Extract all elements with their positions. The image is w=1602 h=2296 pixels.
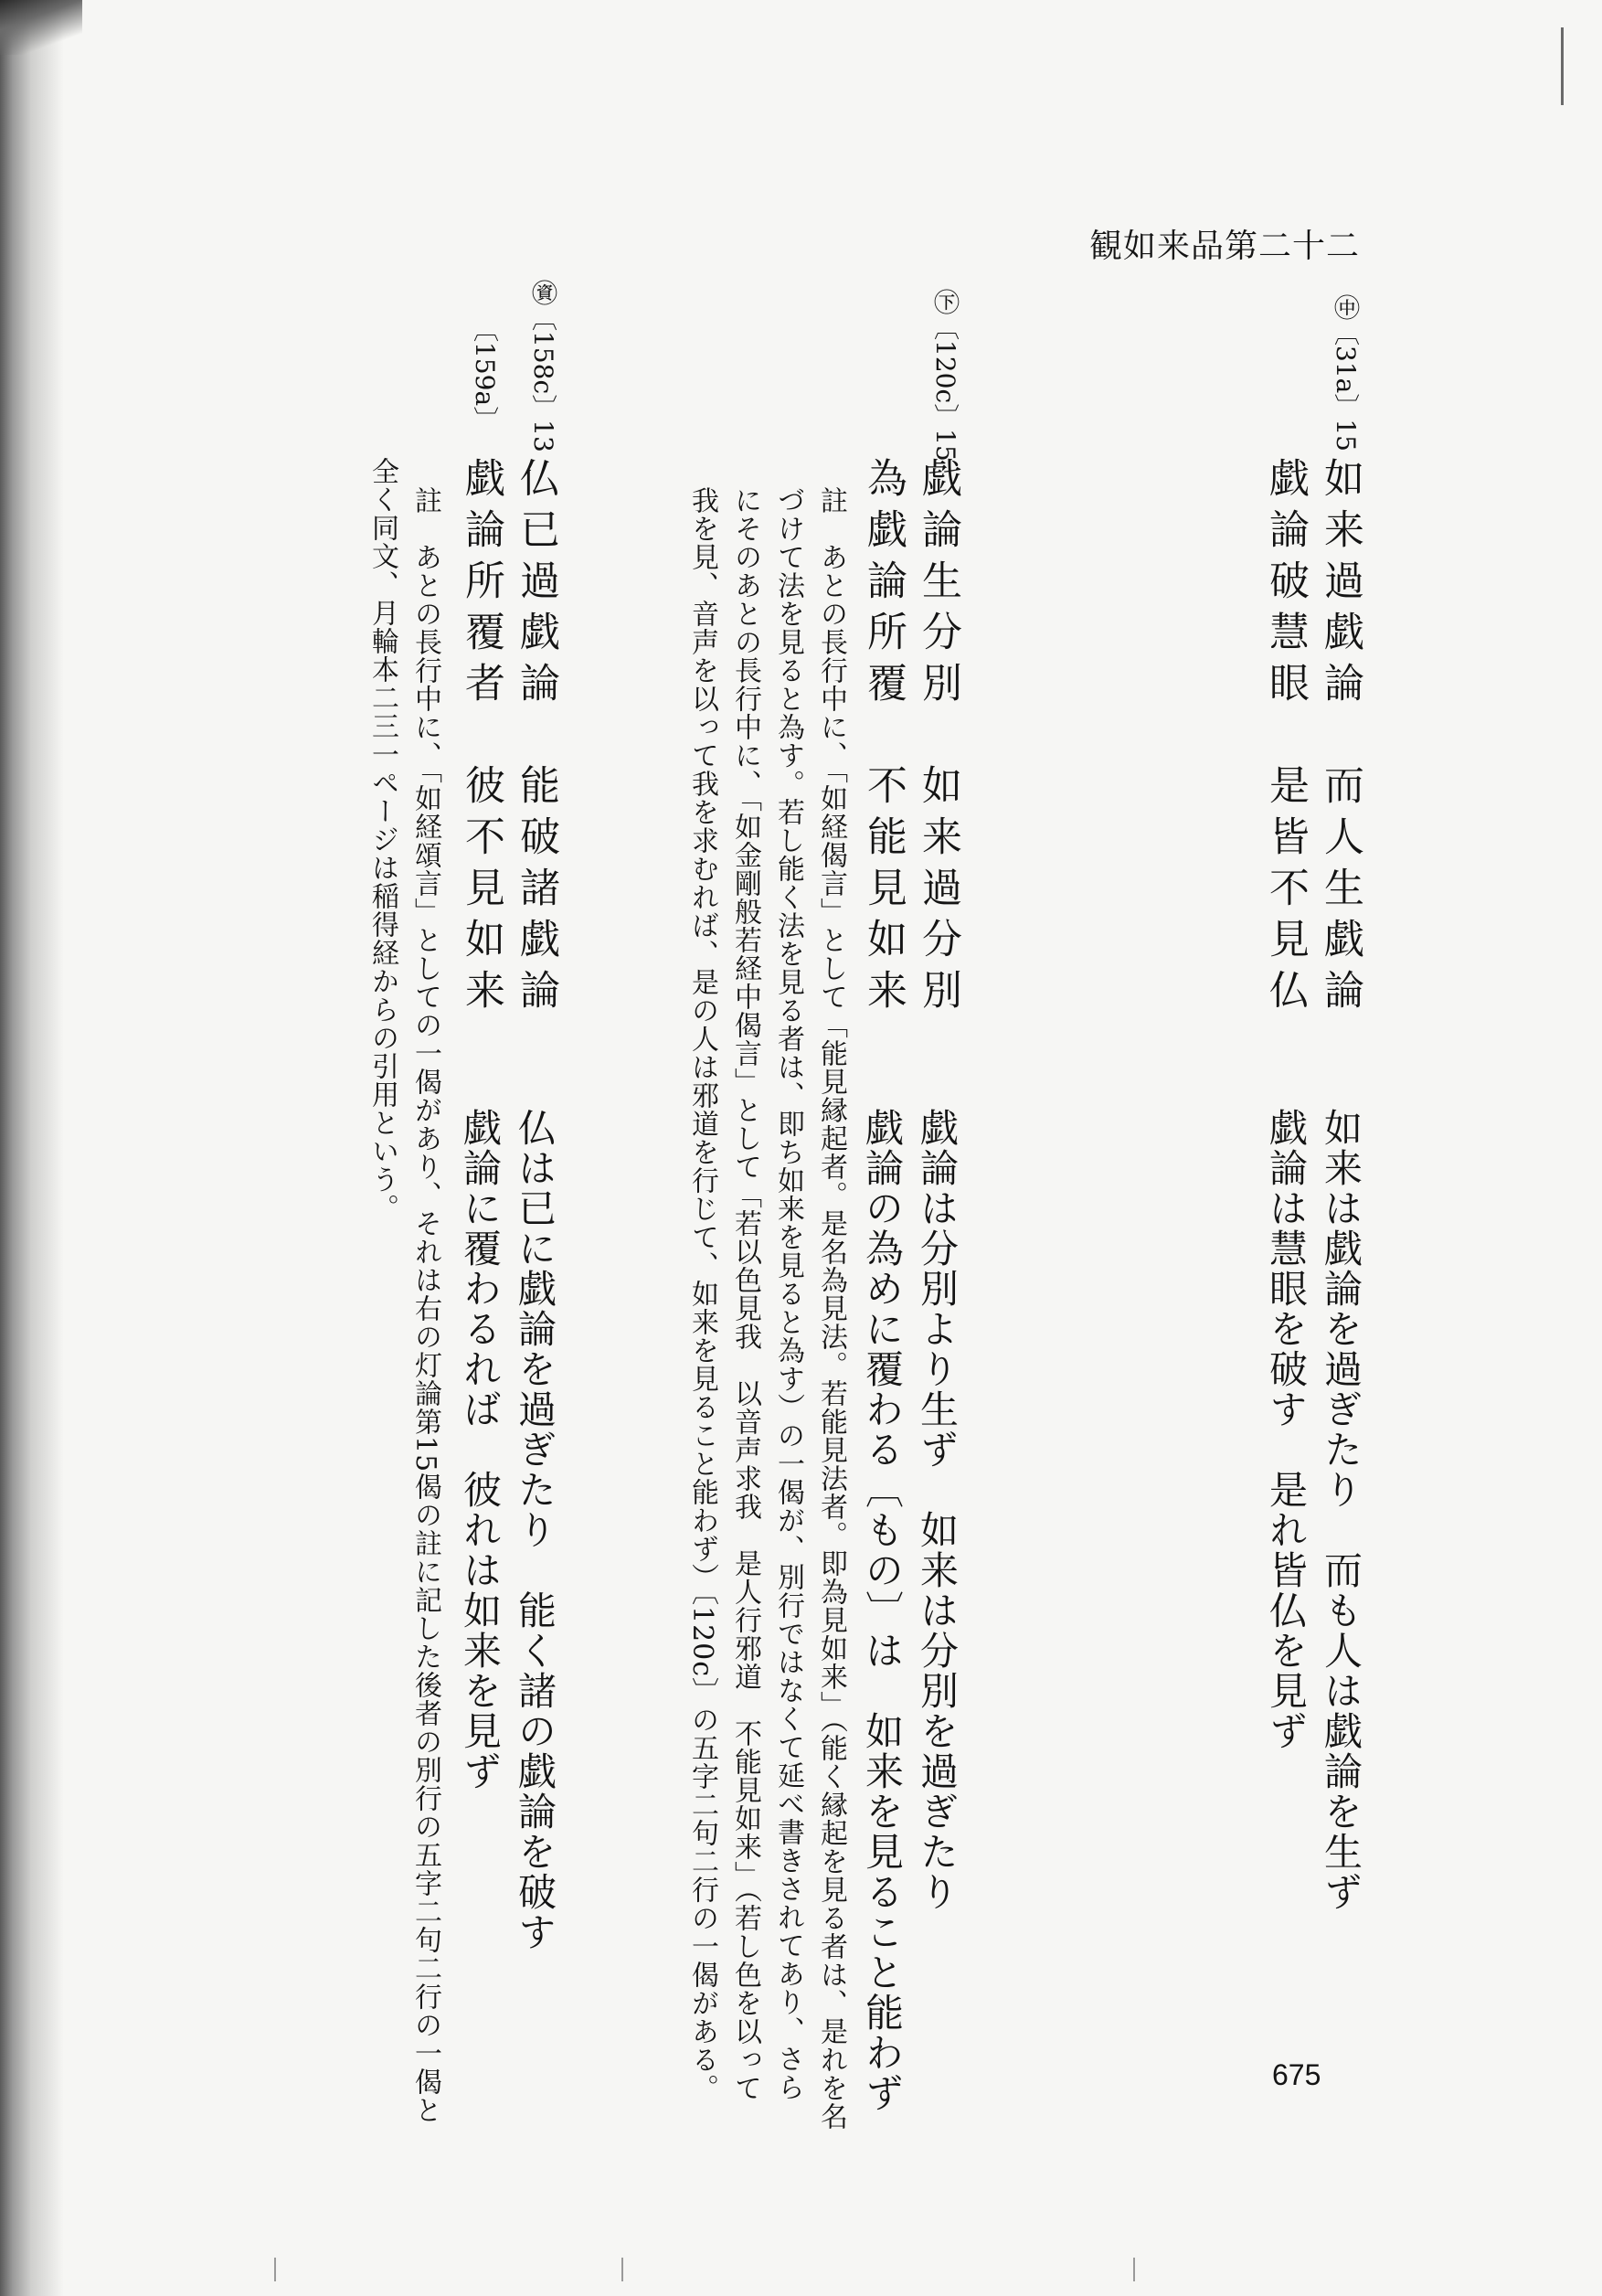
translation-line: 戯論は慧眼を破す 是れ皆仏を見ず xyxy=(1264,1108,1309,1751)
section-ref-secondary: 〔159a〕 xyxy=(470,316,500,432)
note-line: にそのあとの長行中に、「如金剛般若経中偈言」として「若以色見我 以音声求我 是人行邪道 不能見如来」（若し色を以って xyxy=(729,486,761,2102)
chapter-title: 観如来品第二十二 xyxy=(1089,228,1361,265)
scan-speck xyxy=(274,2258,276,2281)
note-line: 註 あとの長行中に、「如経頌言」としての一偈があり、それは右の灯論第15偈の註に記した後者の別行の五字二句二行の一偈と xyxy=(409,486,441,2125)
scan-corner-dark xyxy=(0,0,82,55)
scan-speck xyxy=(1133,2258,1135,2281)
verse-line: 戯論破慧眼 是皆不見仏 xyxy=(1262,457,1309,1020)
verse-line: 戯論生分別 如来過分別 xyxy=(915,457,961,1020)
scan-speck xyxy=(621,2258,623,2281)
translation-line: 如来は戯論を過ぎたり 而も人は戯論を生ず xyxy=(1319,1108,1363,1912)
scan-shadow-left xyxy=(0,0,64,2296)
note-line: 註 あとの長行中に、「如経偈言」として「能見縁起者。是名為見法。若能見法者。即為見如来」（能く縁起を見る者は、是れを名 xyxy=(815,486,847,2131)
note-line: づけて法を見ると為す。若し能く法を見る者は、即ち如来を見ると為す）の一偈が、別行ではなくて延べ書きされてあり、さら xyxy=(772,486,804,2101)
section-ref: ㊦〔120c〕15 xyxy=(930,289,960,462)
scan-mark xyxy=(1561,27,1564,105)
note-line: 全く同文、月輪本二三一ページは稲得経からの引用という。 xyxy=(366,457,398,1222)
translation-line: 戯論の為めに覆わる〔もの〕は 如来を見ること能わず xyxy=(860,1108,905,2113)
translation-line: 戯論に覆わるれば 彼れは如来を見ず xyxy=(458,1108,503,1791)
verse-line: 戯論所覆者 彼不見如来 xyxy=(458,457,504,1020)
section-ref: ㊥〔31a〕15 xyxy=(1331,294,1361,452)
verse-line: 如来過戯論 而人生戯論 xyxy=(1317,457,1363,1020)
translation-line: 仏は已に戯論を過ぎたり 能く諸の戯論を破す xyxy=(513,1108,557,1952)
note-line: 我を見、音声を以って我を求むれば、是の人は邪道を行じて、如来を見ること能わず）〔120c〕の五字二句二行の一偈がある。 xyxy=(686,486,718,2103)
verse-line: 仏已過戯論 能破諸戯論 xyxy=(513,457,559,1020)
page-number: 675 xyxy=(1272,2058,1321,2091)
section-ref: ㊮〔158c〕13 xyxy=(528,280,558,452)
translation-line: 戯論は分別より生ず 如来は分別を過ぎたり xyxy=(915,1108,960,1912)
verse-line: 為戯論所覆 不能見如来 xyxy=(860,457,907,1020)
